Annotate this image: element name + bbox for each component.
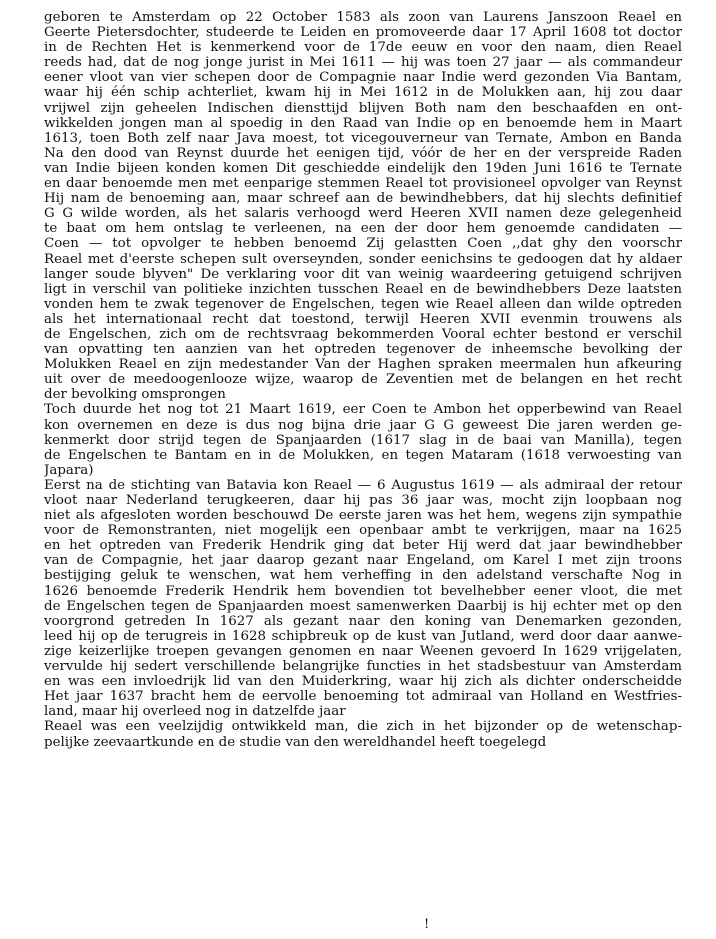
text-line: van opvatting ten aanzien van het optreden tegenover de inheemsche bevolking der bbox=[44, 342, 682, 358]
paragraph bbox=[44, 10, 682, 402]
text-line: voor de Remonstranten, niet mogelijk een openbaar ambt te verkrijgen, maar na 1625 bbox=[44, 523, 682, 539]
text-line: Coen — tot opvolger te hebben benoemd Zij gelastten Coen ,,dat ghy den voorschr bbox=[44, 236, 682, 252]
text-line: kenmerkt door strijd tegen de Spanjaarden (1617 slag in de baai van Manilla), tegen bbox=[44, 432, 682, 448]
text-line: Reael was een veelzijdig ontwikkeld man, die zich in het bijzonder op de wetenschap- bbox=[44, 719, 682, 735]
text-line: als het internationaal recht dat toestond, terwijl Heeren XVII evenmin trouwens als bbox=[44, 311, 682, 327]
paragraph bbox=[44, 402, 682, 477]
text-line: van Indie bijeen konden komen Dit geschiedde eindelijk den 19den Juni 1616 te Ternate bbox=[44, 160, 682, 176]
text-line: wikkelden jongen man al spoedig in den Raad van Indie op en benoemde hem in Maart bbox=[44, 115, 682, 131]
body-text bbox=[44, 10, 682, 750]
text-line: 1613, toen Both zelf naar Java moest, tot vicegouverneur van Ternate, Ambon en Banda bbox=[44, 130, 682, 146]
text-line: Na den dood van Reynst duurde het eenigen tijd, vóór de her en der verspreide Raden bbox=[44, 145, 682, 161]
text-line: langer soude blyven" De verklaring voor dit van weinig waardeering getuigend schrijven bbox=[44, 266, 682, 282]
text-line: Molukken Reael en zijn medestander Van der Haghen spraken meermalen hun afkeuring bbox=[44, 357, 682, 373]
text-line: ligt in verschil van politieke inzichten tusschen Reael en de bewindhebbers Deze laatsten bbox=[44, 281, 682, 297]
text-line: bestijging geluk te wenschen, wat hem verheffing in den adelstand verschafte Nog in bbox=[44, 568, 682, 584]
page-footer-mark: ! bbox=[424, 917, 430, 932]
text-line: de Engelschen tegen de Spanjaarden moest samenwerken Daarbij is hij echter met op den bbox=[44, 598, 682, 614]
text-line: vloot naar Nederland terugkeeren, daar hij pas 36 jaar was, mocht zijn loopbaan nog bbox=[44, 493, 682, 508]
text-line: geboren te Amsterdam op 22 October 1583 als zoon van Laurens Janszoon Reael en bbox=[44, 10, 682, 25]
text-line: eener vloot van vier schepen door de Compagnie naar Indie werd gezonden Via Bantam, bbox=[44, 70, 682, 86]
text-line: Japara) bbox=[44, 462, 94, 478]
text-line: reeds had, dat de nog jonge jurist in Mei 1611 — hij was toen 27 jaar — als commandeur bbox=[44, 55, 682, 71]
text-line: vervulde hij sedert verschillende belangrijke functies in het stadsbestuur van Amsterdam bbox=[44, 659, 682, 675]
text-line: te baat om hem ontslag te verleenen, na een der door hem genoemde candidaten — bbox=[44, 221, 682, 237]
text-line: en was een invloedrijk lid van den Muiderkring, waar hij zich als dichter onderscheidde bbox=[44, 674, 682, 690]
text-line: 1626 benoemde Frederik Hendrik hem bovendien tot bevelhebber eener vloot, die met bbox=[44, 583, 682, 599]
text-line: en daar benoemde men met eenparige stemmen Reael tot provisioneel opvolger van Reynst bbox=[44, 176, 682, 192]
text-line: G G wilde worden, als het salaris verhoogd werd Heeren XVII namen deze gelegenheid bbox=[44, 206, 682, 222]
text-line: en het optreden van Frederik Hendrik ging dat beter Hij werd dat jaar bewindhebber bbox=[44, 538, 682, 554]
text-line: leed hij op de terugreis in 1628 schipbreuk op de kust van Jutland, werd door daar aanwe- bbox=[44, 628, 682, 644]
paragraph bbox=[44, 478, 682, 720]
text-line: Geerte Pietersdochter, studeerde te Leiden en promoveerde daar 17 April 1608 tot doctor bbox=[44, 25, 682, 41]
text-line: niet als afgesloten worden beschouwd De eerste jaren was het hem, wegens zijn sympathie bbox=[44, 508, 682, 524]
text-line: uit over de meedoogenlooze wijze, waarop de Zeventien met de belangen en het recht bbox=[44, 372, 682, 388]
text-line: kon overnemen en deze is dus nog bijna drie jaar G G geweest Die jaren werden ge- bbox=[44, 417, 682, 433]
text-line: zige keizerlijke troepen gevangen genomen en naar Weenen gevoerd In 1629 vrijgelaten, bbox=[44, 643, 682, 659]
text-line: Hij nam de benoeming aan, maar schreef aan de bewindhebbers, dat hij slechts definitief bbox=[44, 191, 682, 207]
text-line: der bevolking omsprongen bbox=[44, 387, 226, 403]
text-line: pelijke zeevaartkunde en de studie van den wereldhandel heeft toegelegd bbox=[44, 734, 547, 750]
text-line: voorgrond getreden In 1627 als gezant naar den koning van Denemarken gezonden, bbox=[44, 613, 682, 629]
text-line: Eerst na de stichting van Batavia kon Reael — 6 Augustus 1619 — als admiraal der retour bbox=[44, 477, 682, 493]
text-line: waar hij één schip achterliet, kwam hij in Mei 1612 in de Molukken aan, hij zou daar bbox=[44, 85, 682, 101]
paragraph bbox=[44, 719, 682, 749]
text-line: vonden hem te zwak tegenover de Engelschen, tegen wie Reael alleen dan wilde optreden bbox=[44, 296, 682, 312]
text-line: van de Compagnie, het jaar daarop gezant naar Engeland, om Karel I met zijn troons bbox=[44, 553, 682, 569]
text-line: in de Rechten Het is kenmerkend voor de 17de eeuw en voor den naam, dien Reael bbox=[44, 40, 682, 56]
text-line: de Engelschen te Bantam en in de Molukken, en tegen Mataram (1618 verwoesting van bbox=[44, 447, 682, 463]
text-line: de Engelschen, zich om de rechtsvraag bekommerden Vooral echter bestond er verschil bbox=[44, 326, 682, 342]
text-line: Toch duurde het nog tot 21 Maart 1619, eer Coen te Ambon het opperbewind van Reael bbox=[44, 402, 682, 418]
text-line: vrijwel zijn geheelen Indischen diensttijd blijven Both nam den beschaafden en ont- bbox=[44, 100, 682, 116]
text-line: land, maar hij overleed nog in datzelfde jaar bbox=[44, 704, 346, 720]
text-line: Reael met d'eerste schepen sult overseynden, sonder eenichsins te gedoogen dat hy aldaer bbox=[44, 251, 682, 267]
text-line: Het jaar 1637 bracht hem de eervolle benoeming tot admiraal van Holland en Westfries- bbox=[44, 689, 682, 705]
